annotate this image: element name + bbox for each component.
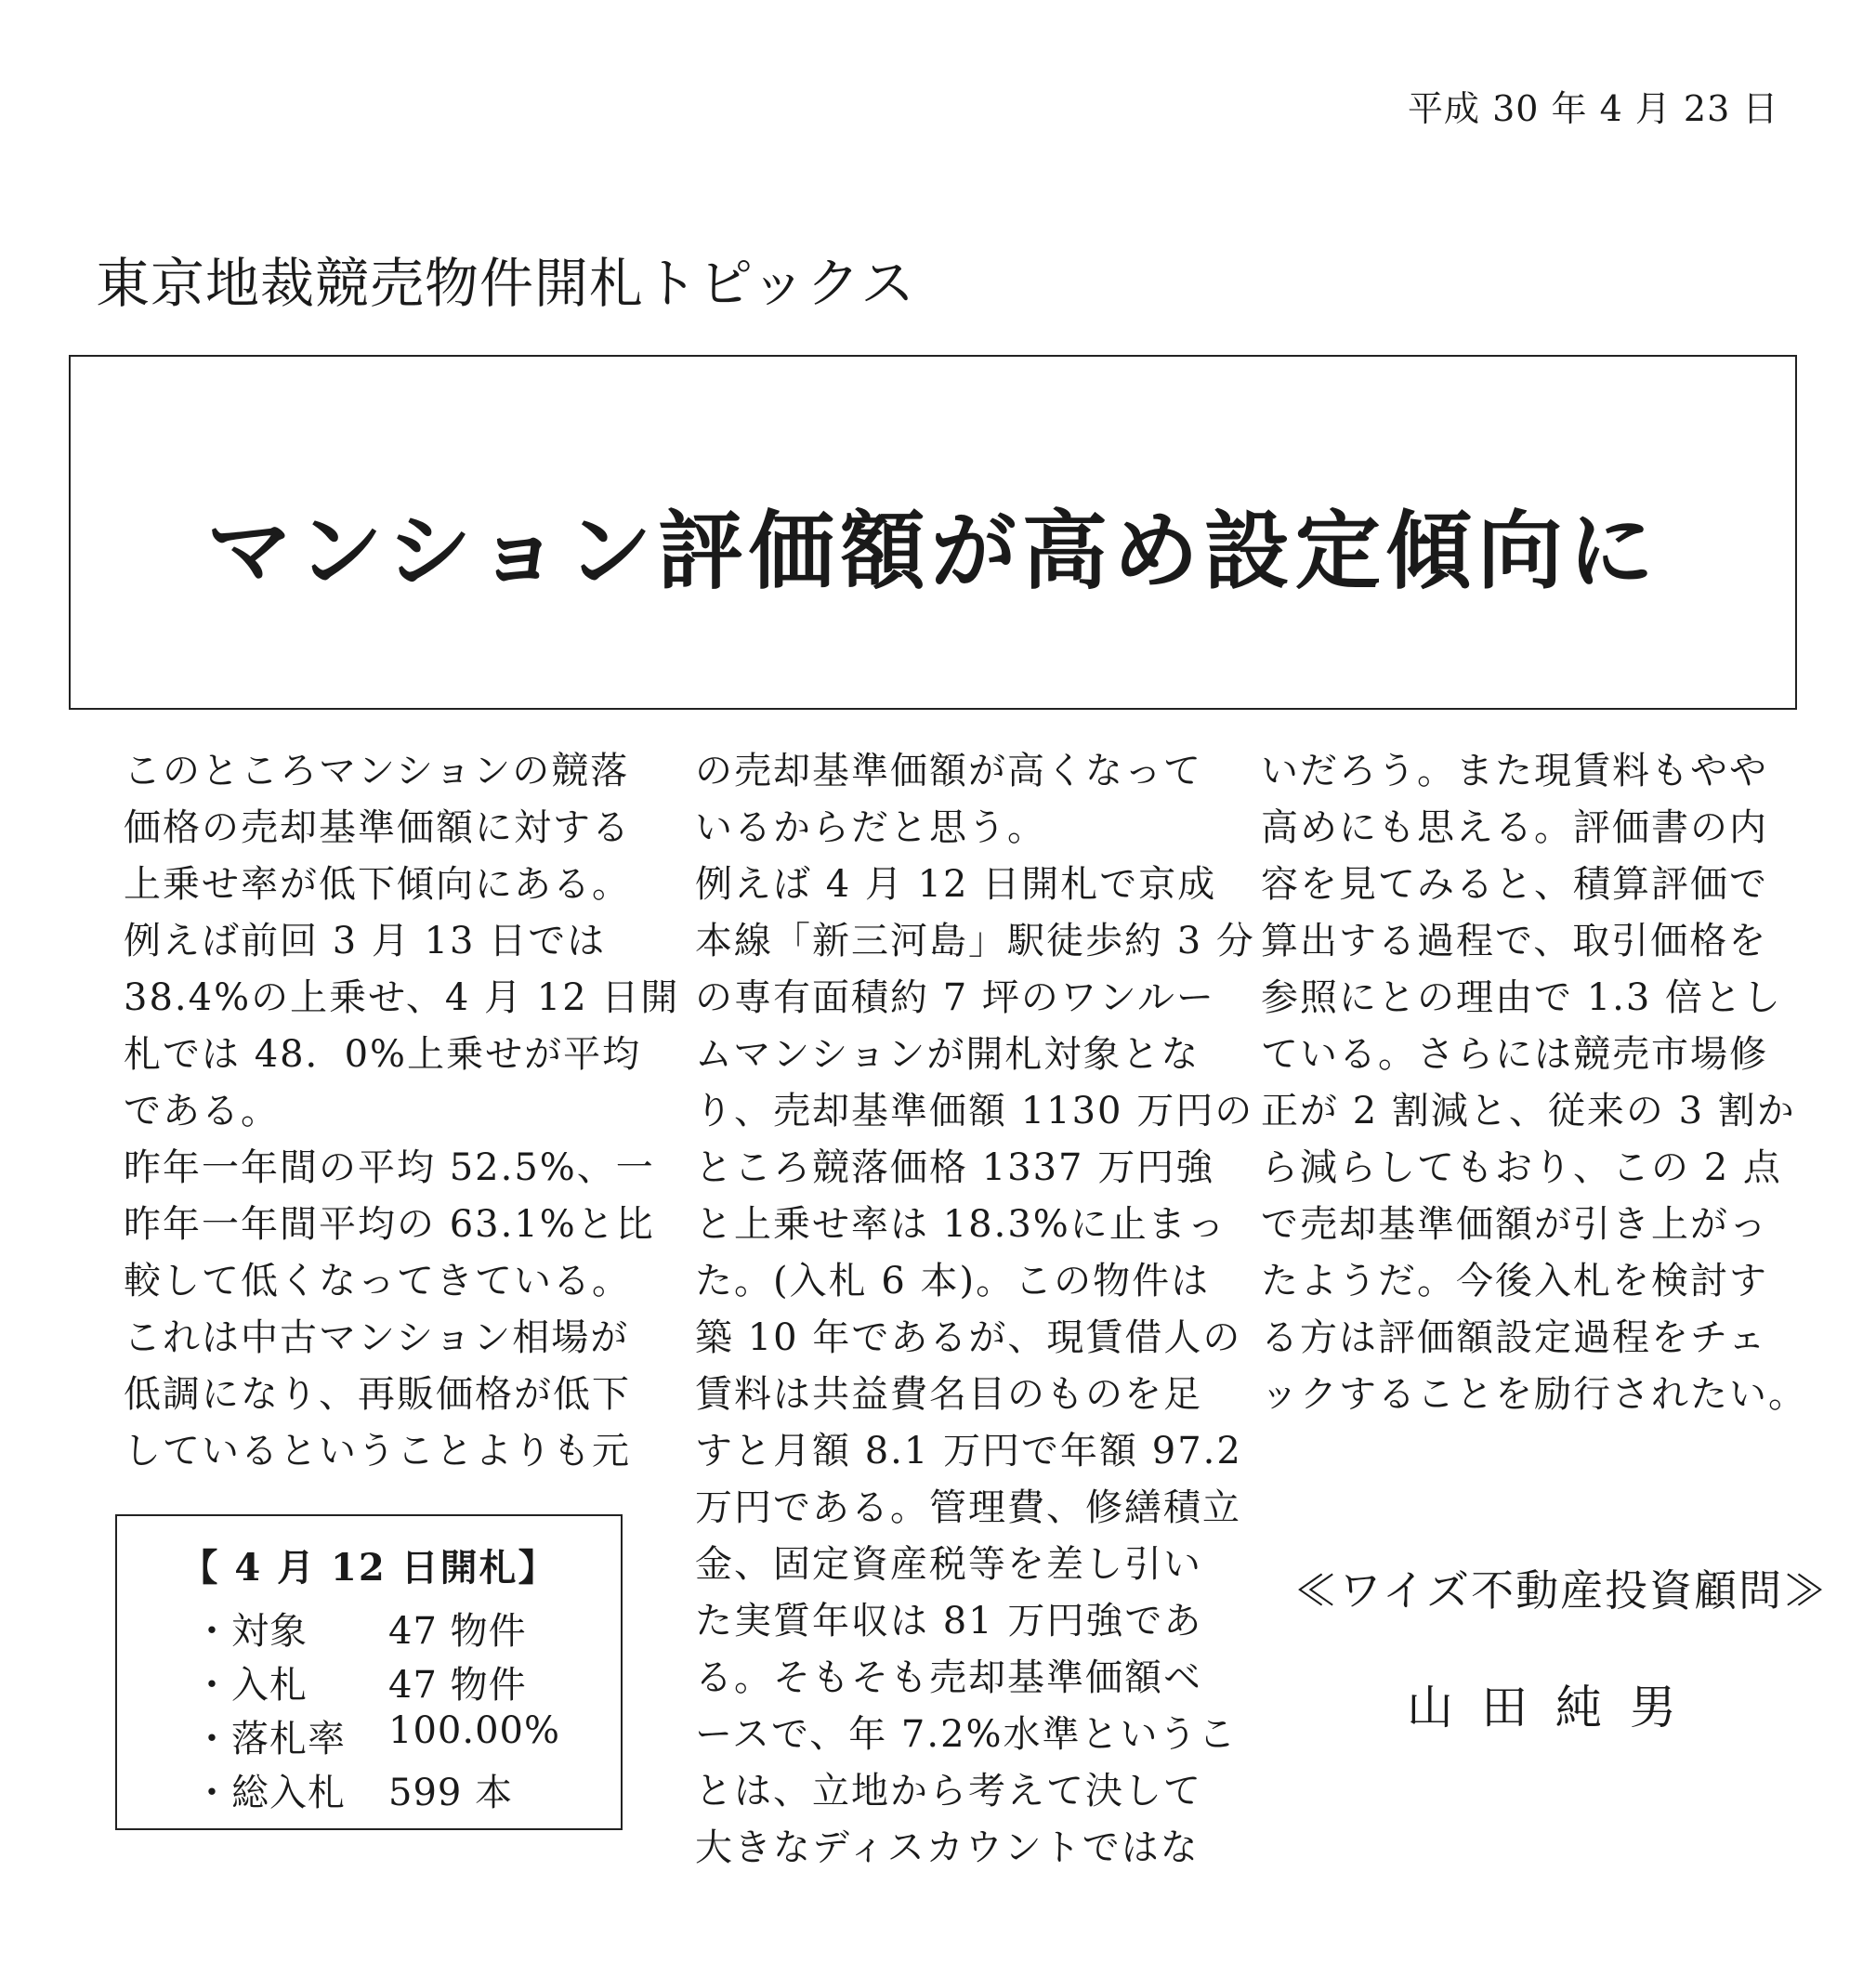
text-line: いだろう。また現賃料もやや bbox=[1261, 750, 1768, 792]
summary-value: 599 本 bbox=[388, 1772, 514, 1814]
text-line: の売却基準価額が高くなって bbox=[695, 750, 1202, 792]
summary-value: 47 物件 bbox=[388, 1664, 527, 1707]
text-line: 較して低くなってきている。 bbox=[124, 1260, 631, 1302]
summary-label: ・入札 bbox=[193, 1664, 308, 1707]
text-line: たようだ。今後入札を検討す bbox=[1261, 1260, 1768, 1302]
text-line: 賃料は共益費名目のものを足 bbox=[695, 1373, 1202, 1416]
text-line: の専有面積約 7 坪のワンルー bbox=[695, 976, 1215, 1019]
text-line: 例えば前回 3 月 13 日では bbox=[124, 920, 607, 962]
headline-box bbox=[69, 355, 1797, 710]
summary-label: ・対象 bbox=[193, 1610, 308, 1653]
text-line: 築 10 年であるが、現賃借人の bbox=[695, 1316, 1242, 1359]
text-line: ている。さらには競売市場修 bbox=[1261, 1033, 1768, 1076]
text-line: る。そもそも売却基準価額ベ bbox=[695, 1656, 1202, 1699]
text-line: 高めにも思える。評価書の内 bbox=[1261, 806, 1768, 849]
text-line: 38.4%の上乗せ、4 月 12 日開 bbox=[124, 976, 680, 1019]
text-line: た実質年収は 81 万円強であ bbox=[695, 1600, 1203, 1642]
text-line: 大きなディスカウントではな bbox=[695, 1826, 1200, 1869]
text-line: いるからだと思う。 bbox=[695, 806, 1046, 849]
text-line: 算出する過程で、取引価格を bbox=[1261, 920, 1768, 962]
text-line: 価格の売却基準価額に対する bbox=[124, 806, 631, 849]
text-line: 万円である。管理費、修繕積立 bbox=[695, 1486, 1241, 1529]
byline-organization: ≪ワイズ不動産投資顧問≫ bbox=[1294, 1565, 1829, 1616]
text-line: ースで、年 7.2%水準というこ bbox=[695, 1713, 1238, 1756]
document-date: 平成 30 年 4 月 23 日 bbox=[1408, 88, 1779, 129]
text-line: り、売却基準価額 1130 万円の bbox=[695, 1090, 1254, 1132]
text-line: 昨年一年間の平均 52.5%、一 bbox=[124, 1146, 655, 1189]
text-line: た。(入札 6 本)。この物件は bbox=[695, 1260, 1211, 1302]
text-line: しているということよりも元 bbox=[124, 1430, 631, 1472]
text-line: と上乗せ率は 18.3%に止まっ bbox=[695, 1203, 1227, 1246]
body-column-2 bbox=[695, 743, 1255, 1877]
text-line: る方は評価額設定過程をチェ bbox=[1261, 1316, 1767, 1359]
text-line: である。 bbox=[124, 1090, 280, 1132]
byline-author: 山田純男 bbox=[1407, 1681, 1704, 1734]
body-column-3 bbox=[1261, 743, 1807, 1423]
text-line: 正が 2 割減と、従来の 3 割か bbox=[1261, 1090, 1796, 1132]
text-line: とは、立地から考えて決して bbox=[695, 1770, 1202, 1813]
text-line: 本線「新三河島」駅徒歩約 3 分 bbox=[695, 920, 1255, 962]
text-line: 低調になり、再販価格が低下 bbox=[124, 1373, 631, 1416]
text-line: ックすることを励行されたい。 bbox=[1261, 1373, 1807, 1416]
text-line: ムマンションが開札対象とな bbox=[695, 1033, 1200, 1076]
summary-title: 【 4 月 12 日開札】 bbox=[180, 1546, 558, 1590]
summary-value: 100.00% bbox=[388, 1709, 560, 1752]
text-line: ら減らしてもおり、この 2 点 bbox=[1261, 1146, 1782, 1189]
summary-value: 47 物件 bbox=[388, 1610, 527, 1653]
text-line: ところ競落価格 1337 万円強 bbox=[695, 1146, 1215, 1189]
text-line: 上乗せ率が低下傾向にある。 bbox=[124, 863, 631, 906]
text-line: 札では 48．0%上乗せが平均 bbox=[124, 1033, 642, 1076]
text-line: 金、固定資産税等を差し引い bbox=[695, 1543, 1202, 1586]
headline: マンション評価額が高め設定傾向に bbox=[206, 502, 1660, 601]
summary-label: ・総入札 bbox=[193, 1772, 346, 1814]
text-line: 例えば 4 月 12 日開札で京成 bbox=[695, 863, 1217, 906]
text-line: 参照にとの理由で 1.3 倍とし bbox=[1261, 976, 1783, 1019]
text-line: このところマンションの競落 bbox=[124, 750, 630, 792]
body-column-1 bbox=[124, 743, 679, 1480]
text-line: これは中古マンション相場が bbox=[124, 1316, 630, 1359]
auction-summary-box bbox=[115, 1514, 623, 1830]
text-line: 容を見てみると、積算評価で bbox=[1261, 863, 1768, 906]
text-line: 昨年一年間平均の 63.1%と比 bbox=[124, 1203, 655, 1246]
summary-label: ・落札率 bbox=[193, 1718, 346, 1760]
series-title: 東京地裁競売物件開札トピックス bbox=[96, 252, 916, 315]
text-line: で売却基準価額が引き上がっ bbox=[1261, 1203, 1768, 1246]
text-line: すと月額 8.1 万円で年額 97.2 bbox=[695, 1430, 1242, 1472]
